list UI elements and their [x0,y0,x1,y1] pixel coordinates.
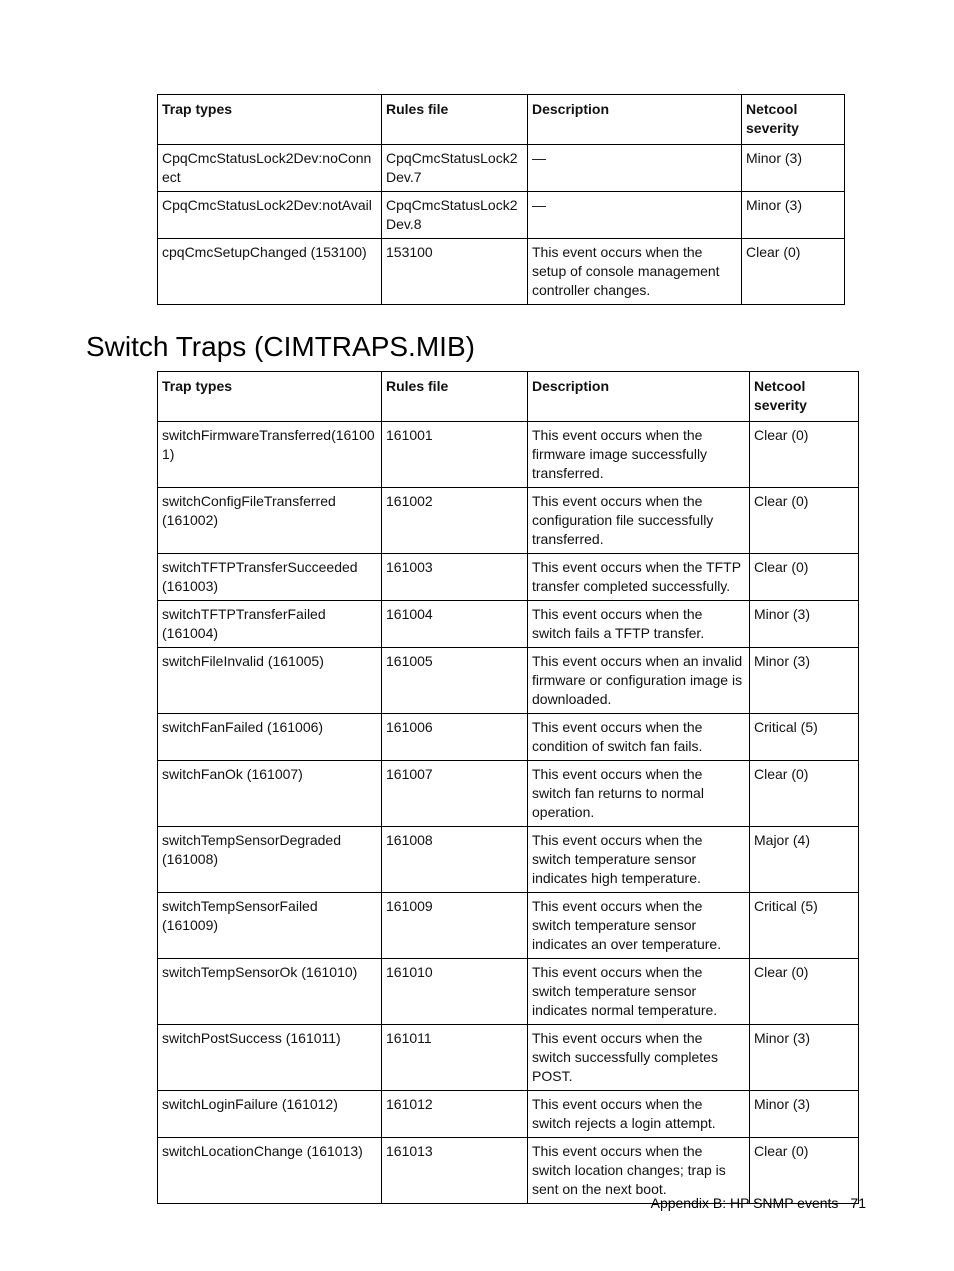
cell-trap-type: switchFanOk (161007) [158,761,382,827]
cell-rules-file: 153100 [382,239,528,305]
cell-severity: Major (4) [750,827,859,893]
cell-severity: Critical (5) [750,714,859,761]
cell-trap-type: switchTempSensorOk (161010) [158,959,382,1025]
cell-severity: Clear (0) [750,422,859,488]
cell-trap-type: switchTFTPTransferSucceeded (161003) [158,554,382,601]
cell-description: This event occurs when the switch location changes; trap is sent on the next boot. [528,1138,750,1204]
cell-rules-file: 161005 [382,648,528,714]
cell-severity: Minor (3) [750,648,859,714]
table-row [158,714,859,761]
page-footer [560,1193,866,1213]
switch-trap-table [157,371,859,1204]
table-header-row [158,95,845,145]
cell-trap-type: switchFileInvalid (161005) [158,648,382,714]
cell-trap-type: switchFirmwareTransferred(161001) [158,422,382,488]
table-row [158,422,859,488]
header-trap-types: Trap types [158,95,382,145]
cell-description: — [528,192,742,239]
cell-severity: Clear (0) [750,488,859,554]
page-number: 71 [850,1195,866,1211]
section-title: Switch Traps (CIMTRAPS.MIB) [86,331,475,362]
cell-rules-file: 161004 [382,601,528,648]
cell-description: This event occurs when the firmware image successfully transferred. [528,422,750,488]
cell-description: This event occurs when the condition of switch fan fails. [528,714,750,761]
cell-severity: Minor (3) [750,601,859,648]
cell-rules-file: CpqCmcStatusLock2Dev.7 [382,145,528,192]
table-row [158,761,859,827]
cell-severity: Critical (5) [750,893,859,959]
table-row [158,554,859,601]
header-netcool-severity: Netcool severity [750,372,859,422]
cell-severity: Clear (0) [750,1138,859,1204]
cell-rules-file: 161006 [382,714,528,761]
table-row [158,239,845,305]
cell-severity: Clear (0) [742,239,845,305]
cell-description: This event occurs when the configuration file successfully transferred. [528,488,750,554]
cell-description: This event occurs when the switch fails a TFTP transfer. [528,601,750,648]
cell-severity: Clear (0) [750,959,859,1025]
cell-trap-type: switchTFTPTransferFailed (161004) [158,601,382,648]
cell-description: This event occurs when the TFTP transfer completed successfully. [528,554,750,601]
table-header-row [158,372,859,422]
cell-trap-type: switchLoginFailure (161012) [158,1091,382,1138]
cell-description: This event occurs when the switch temperature sensor indicates normal temperature. [528,959,750,1025]
cell-trap-type: switchLocationChange (161013) [158,1138,382,1204]
cell-trap-type: switchFanFailed (161006) [158,714,382,761]
cell-rules-file: 161013 [382,1138,528,1204]
header-description: Description [528,95,742,145]
table-row [158,145,845,192]
cell-description: This event occurs when the switch fan returns to normal operation. [528,761,750,827]
cell-trap-type: switchPostSuccess (161011) [158,1025,382,1091]
cell-rules-file: 161003 [382,554,528,601]
cell-description: This event occurs when the switch temperature sensor indicates an over temperature. [528,893,750,959]
cell-severity: Minor (3) [742,145,845,192]
cmc-trap-table [157,94,845,305]
cell-rules-file: 161008 [382,827,528,893]
table-row [158,1091,859,1138]
cell-severity: Clear (0) [750,554,859,601]
cell-rules-file: 161010 [382,959,528,1025]
table-row [158,648,859,714]
table-row [158,1025,859,1091]
cell-description: — [528,145,742,192]
table-row [158,959,859,1025]
cell-description: This event occurs when the switch successfully completes POST. [528,1025,750,1091]
cell-trap-type: switchTempSensorFailed (161009) [158,893,382,959]
cell-trap-type: cpqCmcSetupChanged (153100) [158,239,382,305]
header-netcool-severity: Netcool severity [742,95,845,145]
cell-severity: Minor (3) [742,192,845,239]
table-row [158,893,859,959]
cell-severity: Clear (0) [750,761,859,827]
cell-description: This event occurs when the switch rejects a login attempt. [528,1091,750,1138]
cell-rules-file: 161001 [382,422,528,488]
cell-rules-file: 161002 [382,488,528,554]
table-row [158,601,859,648]
cell-rules-file: CpqCmcStatusLock2Dev.8 [382,192,528,239]
cell-trap-type: CpqCmcStatusLock2Dev:notAvail [158,192,382,239]
cell-description: This event occurs when the setup of console management controller changes. [528,239,742,305]
cell-trap-type: switchTempSensorDegraded (161008) [158,827,382,893]
cell-rules-file: 161009 [382,893,528,959]
cell-description: This event occurs when the switch temperature sensor indicates high temperature. [528,827,750,893]
footer-text: Appendix B: HP SNMP events [650,1195,839,1211]
cell-severity: Minor (3) [750,1025,859,1091]
cell-description: This event occurs when an invalid firmware or configuration image is downloaded. [528,648,750,714]
header-rules-file: Rules file [382,372,528,422]
table-row [158,827,859,893]
cell-rules-file: 161007 [382,761,528,827]
cell-rules-file: 161012 [382,1091,528,1138]
table-row [158,488,859,554]
cell-severity: Minor (3) [750,1091,859,1138]
header-rules-file: Rules file [382,95,528,145]
header-trap-types: Trap types [158,372,382,422]
cell-rules-file: 161011 [382,1025,528,1091]
header-description: Description [528,372,750,422]
cell-trap-type: switchConfigFileTransferred (161002) [158,488,382,554]
cell-trap-type: CpqCmcStatusLock2Dev:noConnect [158,145,382,192]
table-row [158,192,845,239]
